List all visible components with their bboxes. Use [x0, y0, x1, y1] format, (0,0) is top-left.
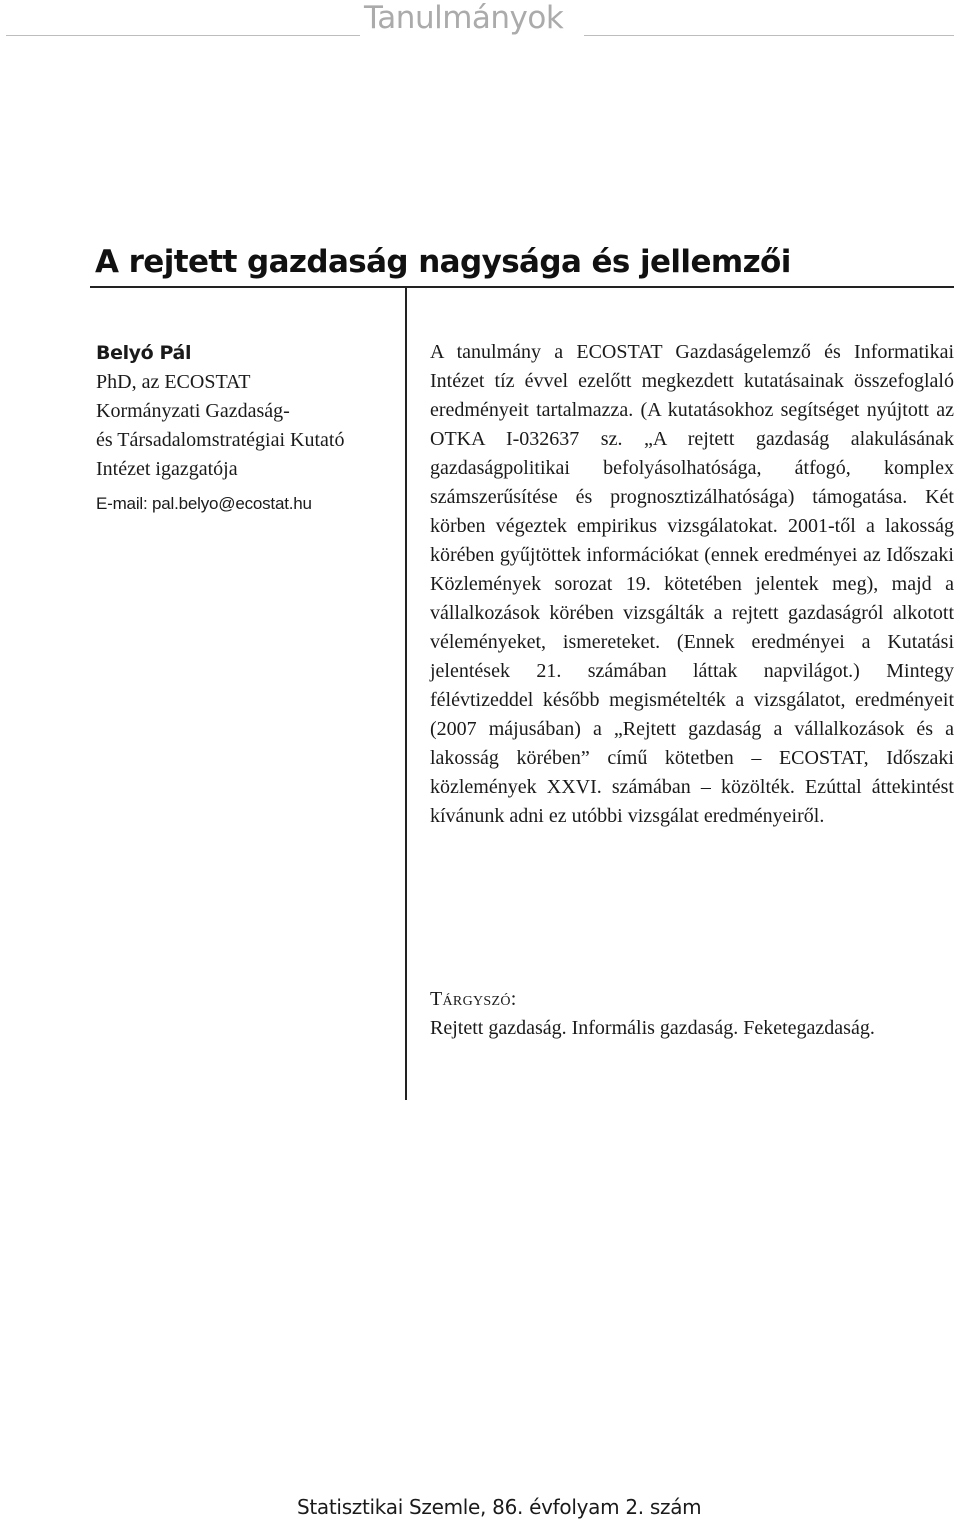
author-block: [96, 338, 396, 518]
title-rule: [90, 286, 954, 288]
keywords-text: Rejtett gazdaság. Informális gazdaság. Feketegazdaság.: [430, 1017, 875, 1039]
author-name: Belyó Pál: [96, 342, 192, 364]
author-affiliation-line: PhD, az ECOSTAT: [96, 371, 251, 393]
keywords-label: Tárgyszó:: [430, 988, 517, 1010]
column-divider: [405, 288, 407, 1100]
section-header: [0, 0, 960, 40]
author-email[interactable]: E-mail: pal.belyo@ecostat.hu: [96, 494, 312, 513]
author-affiliation-line: és Társadalomstratégiai Kutató: [96, 429, 345, 451]
article-title: A rejtett gazdaság nagysága és jellemzői: [95, 244, 791, 280]
author-affiliation-line: Intézet igazgatója: [96, 458, 238, 480]
header-rule-left: [6, 35, 360, 36]
author-affiliation-line: Kormányzati Gazdaság-: [96, 400, 290, 422]
abstract-text: A tanulmány a ECOSTAT Gazdaságelemző és Informatikai Intézet tíz évvel ezelőtt megkezdett kutatásainak összefoglaló eredményeit tartalmazza. (A kutatásokhoz segítséget nyújtott az OTKA I-032637 sz. „A rejtett gazdaság alakulásának gazdaságpolitikai befolyásolhatósága, átfogó, komplex számszerűsítése és prognosztizálhatósága) támogatása. Két körben végeztek empirikus vizsgálatokat. 2001-től a lakosság körében gyűjtöttek információkat (ennek eredményei az Időszaki Közlemények sorozat 19. kötetében jelentek meg), majd a vállalkozások körében vizsgálták a rejtett gazdaságról alkotott véleményeket, ismereteket. (Ennek eredményei a Kutatási jelentések 21. számában láttak napvilágot.) Mintegy félévtizeddel később megismételték a vizsgálatot, eredményeit (2007 májusában) a „Rejtett gazdaság a vállalkozások és a lakosság körében” című kötetben – ECOSTAT, Időszaki közlemények XXVI. számában – közölték. Ezúttal áttekintést kívánunk adni ez utóbbi vizsgálat eredményeiről.: [430, 341, 954, 827]
section-label: Tanulmányok: [364, 0, 564, 36]
header-rule-right: [584, 35, 954, 36]
page-footer: Statisztikai Szemle, 86. évfolyam 2. szám: [297, 1495, 702, 1519]
keywords-block: [430, 985, 954, 1043]
